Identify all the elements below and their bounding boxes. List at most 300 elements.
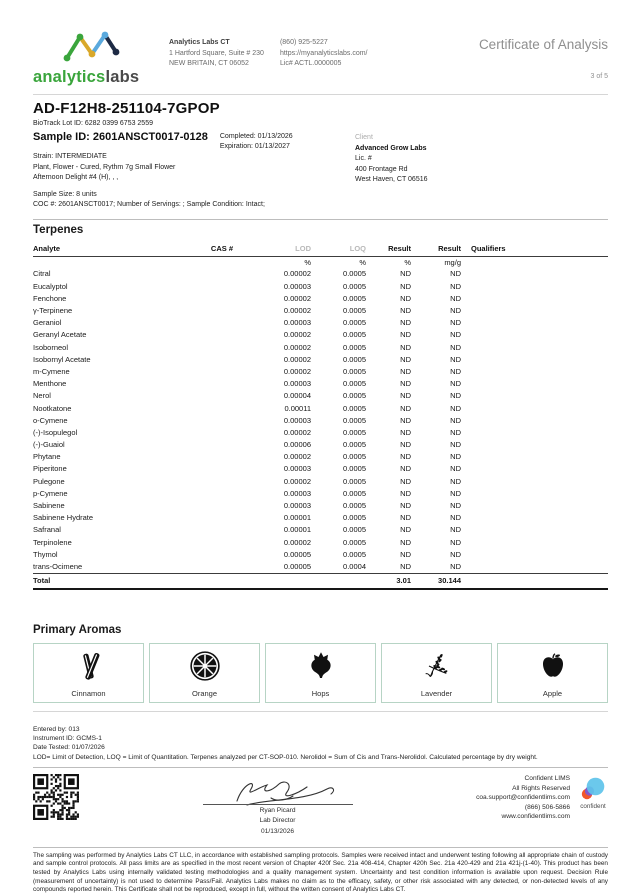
cell-loq: 0.0005 — [343, 488, 366, 498]
lims-website: www.confidentlims.com — [501, 813, 570, 821]
cell-cas — [201, 475, 249, 487]
lab-address-line1: 1 Hartford Square, Suite # 230 — [169, 49, 264, 57]
cell-cas — [201, 353, 249, 365]
terpene-row — [33, 488, 608, 500]
table-header-row — [33, 243, 608, 257]
terpene-row — [33, 280, 608, 292]
entered-by: Entered by: 013 — [33, 725, 80, 733]
lims-name: Confident LIMS — [524, 775, 570, 783]
lab-address-line2: NEW BRITAIN, CT 06052 — [169, 60, 249, 67]
col-cas: CAS # — [201, 243, 249, 257]
cell-qual — [461, 548, 608, 560]
cell-mgg: ND — [450, 330, 461, 340]
cell-loq: 0.0005 — [343, 476, 366, 486]
terpenes-section-title: Terpenes — [33, 224, 84, 237]
cell-pct: ND — [400, 281, 411, 291]
cell-qual — [461, 427, 608, 439]
cell-name: Fenchone — [33, 293, 67, 303]
method-note: LOD= Limit of Detection, LOQ = Limit of Quantitation. Terpenes analyzed per CT-SOP-010. Nerolidol = Sum of Cis and Trans-Nerolidol. Calculated percentage by dry weight. — [33, 753, 538, 761]
cell-pct: ND — [400, 415, 411, 425]
cell-mgg: ND — [450, 342, 461, 352]
cell-name: (-)-Guaiol — [33, 440, 65, 450]
logo-text-labs: labs — [105, 68, 140, 86]
cell-name: trans-Ocimene — [33, 561, 83, 571]
confident-logo-icon — [578, 777, 608, 803]
cell-lod: 0.00002 — [283, 330, 311, 340]
cell-cas — [201, 548, 249, 560]
cell-qual — [461, 536, 608, 548]
cell-pct: ND — [400, 330, 411, 340]
cell-name: Isobornyl Acetate — [33, 354, 91, 364]
signature-date: 01/13/2026 — [261, 827, 295, 835]
cell-name: Safranal — [33, 525, 61, 535]
completed-date: Completed: 01/13/2026 — [219, 133, 293, 141]
sample-info-row — [33, 131, 608, 210]
cell-pct: ND — [400, 561, 411, 571]
cell-mgg: ND — [450, 537, 461, 547]
terpene-row — [33, 402, 608, 414]
instrument-id: Instrument ID: GCMS-1 — [33, 735, 102, 743]
cell-pct: ND — [400, 427, 411, 437]
cell-mgg: ND — [450, 476, 461, 486]
signature-row — [33, 768, 608, 840]
cell-loq: 0.0005 — [343, 440, 366, 450]
cell-qual — [461, 512, 608, 524]
cell-name: (-)-Isopulegol — [33, 427, 78, 437]
cell-cas — [201, 268, 249, 280]
unit-qualifiers — [461, 257, 608, 269]
terpene-row — [33, 378, 608, 390]
aroma-label: Hops — [311, 688, 330, 698]
cell-cas — [201, 305, 249, 317]
cell-loq: 0.0005 — [343, 452, 366, 462]
cell-pct: ND — [400, 293, 411, 303]
cell-pct: ND — [400, 476, 411, 486]
coc-number: COC #: 2601ANSCT0017; Number of Servings: ; Sample Condition: Intact; — [33, 200, 265, 208]
cell-qual — [461, 280, 608, 292]
cell-mgg: ND — [450, 354, 461, 364]
cell-lod: 0.00003 — [283, 415, 311, 425]
aroma-card-orange — [149, 643, 260, 703]
cell-loq: 0.0005 — [343, 318, 366, 328]
cell-cas — [201, 488, 249, 500]
cell-loq: 0.0005 — [343, 269, 366, 279]
cell-pct: ND — [400, 391, 411, 401]
cell-mgg: ND — [450, 415, 461, 425]
cell-lod: 0.00002 — [283, 427, 311, 437]
cell-qual — [461, 500, 608, 512]
orange-icon — [189, 644, 221, 689]
cell-lod: 0.00003 — [283, 379, 311, 389]
cell-name: Sabinene — [33, 501, 65, 511]
cell-lod: 0.00002 — [283, 269, 311, 279]
cell-mgg: ND — [450, 549, 461, 559]
unit-result-mgg: mg/g — [444, 258, 461, 268]
cell-pct: ND — [400, 354, 411, 364]
cell-qual — [461, 451, 608, 463]
cell-qual — [461, 305, 608, 317]
terpene-row — [33, 341, 608, 353]
terpene-row — [33, 524, 608, 536]
cell-pct: ND — [400, 549, 411, 559]
cell-pct: ND — [400, 513, 411, 523]
cell-loq: 0.0005 — [343, 549, 366, 559]
terpene-row — [33, 305, 608, 317]
cell-qual — [461, 414, 608, 426]
cell-name: o-Cymene — [33, 415, 68, 425]
cell-cas — [201, 524, 249, 536]
total-result-pct: 3.01 — [366, 573, 411, 588]
units-row — [33, 257, 608, 269]
lab-phone: (860) 925-5227 — [279, 39, 328, 46]
cell-pct: ND — [400, 342, 411, 352]
cell-lod: 0.00002 — [283, 354, 311, 364]
col-loq: LOQ — [311, 243, 366, 257]
aroma-label: Lavender — [420, 688, 453, 698]
client-name: Advanced Grow Labs — [355, 144, 427, 152]
cell-lod: 0.00011 — [284, 403, 311, 413]
col-result-pct: Result — [366, 243, 411, 257]
sample-size: Sample Size: 8 units — [33, 190, 97, 198]
confident-logo — [578, 777, 608, 810]
cell-cas — [201, 561, 249, 574]
lavender-icon — [421, 644, 453, 689]
cell-loq: 0.0005 — [343, 464, 366, 474]
cell-name: Geraniol — [33, 318, 62, 328]
cell-loq: 0.0005 — [343, 513, 366, 523]
cell-loq: 0.0005 — [343, 391, 366, 401]
cell-mgg: ND — [450, 403, 461, 413]
cell-pct: ND — [400, 464, 411, 474]
terpene-table-body — [33, 268, 608, 573]
cell-lod: 0.00002 — [283, 476, 311, 486]
cell-qual — [461, 475, 608, 487]
cell-pct: ND — [400, 440, 411, 450]
cell-mgg: ND — [450, 366, 461, 376]
document-title: Certificate of Analysis — [478, 37, 608, 52]
cell-pct: ND — [400, 306, 411, 316]
cell-loq: 0.0005 — [343, 403, 366, 413]
total-row — [33, 573, 608, 588]
confident-logo-text: confident — [580, 803, 606, 811]
cell-cas — [201, 317, 249, 329]
cell-loq: 0.0005 — [343, 379, 366, 389]
unit-result-pct: % — [404, 258, 411, 268]
biotrack-lot-id: BioTrack Lot ID: 6282 0399 6753 2559 — [33, 120, 153, 127]
cell-lod: 0.00002 — [283, 537, 311, 547]
cell-cas — [201, 280, 249, 292]
client-address1: 400 Frontage Rd — [355, 165, 408, 173]
cell-lod: 0.00005 — [283, 549, 311, 559]
cell-mgg: ND — [450, 391, 461, 401]
cell-cas — [201, 500, 249, 512]
cell-pct: ND — [400, 452, 411, 462]
sample-dates — [220, 131, 293, 152]
cell-lod: 0.00003 — [283, 488, 311, 498]
cell-loq: 0.0005 — [343, 342, 366, 352]
aroma-card-hops — [265, 643, 376, 703]
hops-icon — [306, 644, 336, 689]
date-tested: Date Tested: 01/07/2026 — [33, 744, 105, 752]
cell-mgg: ND — [450, 269, 461, 279]
cell-qual — [461, 329, 608, 341]
cinnamon-icon — [73, 644, 105, 689]
cell-loq: 0.0005 — [343, 525, 366, 535]
cell-cas — [201, 390, 249, 402]
cell-lod: 0.00003 — [283, 464, 311, 474]
cell-loq: 0.0005 — [343, 366, 366, 376]
sample-id: Sample ID: 2601ANSCT0017-0128 — [33, 131, 208, 144]
cell-lod: 0.00001 — [283, 525, 311, 535]
cell-cas — [201, 451, 249, 463]
lab-license: Lic# ACTL.0000005 — [279, 60, 342, 67]
aroma-card-lavender — [381, 643, 492, 703]
client-license: Lic. # — [355, 155, 372, 163]
cell-mgg: ND — [450, 452, 461, 462]
cell-name: Geranyl Acetate — [33, 330, 87, 340]
terpene-row — [33, 561, 608, 574]
cell-name: Pulegone — [33, 476, 65, 486]
client-block — [355, 131, 428, 210]
cell-mgg: ND — [450, 293, 461, 303]
cell-qual — [461, 268, 608, 280]
terpene-row — [33, 439, 608, 451]
page-indicator: 3 of 5 — [590, 73, 608, 80]
cell-name: Citral — [33, 269, 51, 279]
client-address2: West Haven, CT 06516 — [355, 176, 428, 184]
cell-mgg: ND — [450, 440, 461, 450]
signer-title: Lab Director — [259, 817, 296, 825]
header-divider — [33, 94, 608, 95]
sample-details — [33, 131, 355, 210]
matrix: Plant, Flower - Cured, Rythm 7g Small Flower — [33, 163, 176, 171]
cell-name: Thymol — [33, 549, 58, 559]
lab-name: Analytics Labs CT — [169, 39, 230, 46]
cell-pct: ND — [400, 379, 411, 389]
disclaimer-text: The sampling was performed by Analytics Labs CT LLC, in accordance with established sampling protocols. Samples were received intact and underwent testing following all appropriate chain of custody and sample control protocols. All pass limits are as specified in the most recent version of Chapter 420f Sec. 21a 408-414, Chapter 420h Sec. 21a 420-429 and 21a 421j-(1-40). This product has been tested by Analytics Labs using internally validated testing methodologies and a quality management system. Uncertainty and test condition information is available upon request. Decision Rule (measurement of uncertainty) is not used to determine Pass/Fail. Analytics Labs makes no claim as to the efficacy, safety, or other risk associated with any detected, or non-detected levels of any compounds reported herein. This Certificate shall not be reproduced, except in full, without the written consent of Analytics Labs CT. — [33, 851, 608, 894]
cell-pct: ND — [400, 488, 411, 498]
cell-pct: ND — [400, 403, 411, 413]
cell-qual — [461, 402, 608, 414]
lab-website: https://myanalyticslabs.com/ — [279, 49, 368, 57]
sample-title: AD-F12H8-251104-7GPOP — [33, 100, 220, 117]
cell-cas — [201, 414, 249, 426]
analyticslabs-logo — [33, 30, 159, 87]
cell-name: Terpinolene — [33, 537, 72, 547]
expiration-date: Expiration: 01/13/2027 — [219, 143, 290, 151]
cell-lod: 0.00003 — [283, 501, 311, 511]
cell-mgg: ND — [450, 525, 461, 535]
signature-block — [79, 774, 476, 836]
cell-qual — [461, 561, 608, 574]
cell-qual — [461, 378, 608, 390]
cell-name: m-Cymene — [33, 366, 70, 376]
qr-code — [33, 774, 79, 820]
cell-qual — [461, 353, 608, 365]
cell-qual — [461, 293, 608, 305]
cell-cas — [201, 329, 249, 341]
cell-pct: ND — [400, 269, 411, 279]
unit-cas — [201, 257, 249, 269]
cell-mgg: ND — [450, 513, 461, 523]
lims-block — [476, 774, 608, 822]
cell-lod: 0.00002 — [283, 452, 311, 462]
unit-analyte — [33, 257, 201, 269]
lab-address-block — [169, 30, 264, 70]
cell-pct: ND — [400, 537, 411, 547]
cell-loq: 0.0005 — [343, 415, 366, 425]
cell-pct: ND — [400, 318, 411, 328]
cell-mgg: ND — [450, 281, 461, 291]
lab-contact-block — [280, 30, 368, 70]
cell-lod: 0.00002 — [283, 306, 311, 316]
cell-mgg: ND — [450, 488, 461, 498]
cell-cas — [201, 293, 249, 305]
cell-pct: ND — [400, 366, 411, 376]
page-header — [33, 30, 608, 87]
cell-loq: 0.0005 — [343, 330, 366, 340]
cell-cas — [201, 439, 249, 451]
terpenes-table — [33, 243, 608, 590]
cell-mgg: ND — [450, 561, 461, 571]
cell-pct: ND — [400, 501, 411, 511]
lims-email: coa.support@confidentlims.com — [476, 794, 570, 802]
logo-zigzag-icon — [33, 30, 141, 62]
terpene-row — [33, 536, 608, 548]
aroma-label: Orange — [191, 688, 218, 698]
cell-cas — [201, 402, 249, 414]
section-divider — [33, 219, 608, 220]
cell-cas — [201, 366, 249, 378]
lims-rights: All Rights Reserved — [512, 784, 570, 792]
lims-phone: (866) 506-5866 — [524, 803, 570, 811]
cell-mgg: ND — [450, 464, 461, 474]
terpene-row — [33, 329, 608, 341]
total-result-mgg: 30.144 — [411, 573, 461, 588]
aroma-card-apple — [497, 643, 608, 703]
cell-mgg: ND — [450, 306, 461, 316]
terpene-row — [33, 427, 608, 439]
unit-loq: % — [359, 258, 366, 268]
col-lod: LOD — [249, 243, 311, 257]
cell-loq: 0.0004 — [343, 561, 366, 571]
client-label: Client — [355, 134, 373, 142]
terpene-row — [33, 548, 608, 560]
cell-mgg: ND — [450, 501, 461, 511]
cell-name: Piperitone — [33, 464, 67, 474]
cell-mgg: ND — [450, 318, 461, 328]
col-analyte: Analyte — [33, 243, 201, 257]
cell-cas — [201, 341, 249, 353]
cell-qual — [461, 341, 608, 353]
cell-mgg: ND — [450, 379, 461, 389]
cell-loq: 0.0005 — [343, 354, 366, 364]
aroma-label: Cinnamon — [71, 688, 106, 698]
cell-loq: 0.0005 — [343, 427, 366, 437]
cell-name: Isoborneol — [33, 342, 69, 352]
terpene-row — [33, 463, 608, 475]
cell-qual — [461, 366, 608, 378]
cell-lod: 0.00003 — [283, 318, 311, 328]
cell-qual — [461, 439, 608, 451]
terpene-row — [33, 475, 608, 487]
cell-cas — [201, 463, 249, 475]
cell-name: Nootkatone — [33, 403, 72, 413]
cell-pct: ND — [400, 525, 411, 535]
col-qualifiers: Qualifiers — [461, 243, 608, 257]
col-result-mgg: Result — [411, 243, 461, 257]
terpene-row — [33, 512, 608, 524]
cell-lod: 0.00002 — [283, 366, 311, 376]
cell-name: γ-Terpinene — [33, 306, 73, 316]
unit-lod: % — [304, 258, 311, 268]
strain: Strain: INTERMEDIATE — [33, 153, 107, 161]
cell-lod: 0.00004 — [283, 391, 311, 401]
terpene-row — [33, 451, 608, 463]
terpene-row — [33, 353, 608, 365]
cell-name: p-Cymene — [33, 488, 68, 498]
cell-lod: 0.00003 — [283, 281, 311, 291]
terpene-row — [33, 293, 608, 305]
signer-name: Ryan Picard — [259, 807, 296, 815]
aromas-divider — [33, 711, 608, 712]
product-name: Afternoon Delight #4 (H), , , — [33, 173, 119, 181]
cell-qual — [461, 488, 608, 500]
cell-lod: 0.00005 — [283, 561, 311, 571]
cell-name: Nerol — [33, 391, 51, 401]
cell-qual — [461, 390, 608, 402]
terpene-row — [33, 390, 608, 402]
analysis-meta — [33, 725, 608, 762]
total-label: Total — [33, 573, 201, 588]
cell-qual — [461, 317, 608, 329]
aroma-card-cinnamon — [33, 643, 144, 703]
logo-wordmark — [33, 68, 159, 87]
cell-lod: 0.00001 — [283, 513, 311, 523]
cell-loq: 0.0005 — [343, 501, 366, 511]
aroma-row — [33, 643, 608, 703]
terpene-row — [33, 414, 608, 426]
cell-loq: 0.0005 — [343, 281, 366, 291]
terpene-row — [33, 366, 608, 378]
cell-name: Menthone — [33, 379, 67, 389]
apple-icon — [538, 644, 568, 689]
cell-cas — [201, 427, 249, 439]
cell-name: Phytane — [33, 452, 61, 462]
cell-lod: 0.00002 — [283, 293, 311, 303]
logo-text-analytics: analytics — [33, 68, 106, 86]
signature-line — [203, 804, 353, 805]
cell-lod: 0.00006 — [283, 440, 311, 450]
terpene-row — [33, 500, 608, 512]
cell-cas — [201, 536, 249, 548]
cell-loq: 0.0005 — [343, 293, 366, 303]
cell-cas — [201, 378, 249, 390]
header-right — [479, 30, 608, 80]
aromas-section-title: Primary Aromas — [33, 623, 122, 636]
terpene-row — [33, 268, 608, 280]
cell-mgg: ND — [450, 427, 461, 437]
cell-loq: 0.0005 — [343, 537, 366, 547]
cell-qual — [461, 463, 608, 475]
cell-name: Eucalyptol — [33, 281, 68, 291]
cell-lod: 0.00002 — [283, 342, 311, 352]
cell-name: Sabinene Hydrate — [33, 513, 94, 523]
cell-qual — [461, 524, 608, 536]
aroma-label: Apple — [542, 688, 563, 698]
cell-cas — [201, 512, 249, 524]
signature-divider — [33, 847, 608, 848]
